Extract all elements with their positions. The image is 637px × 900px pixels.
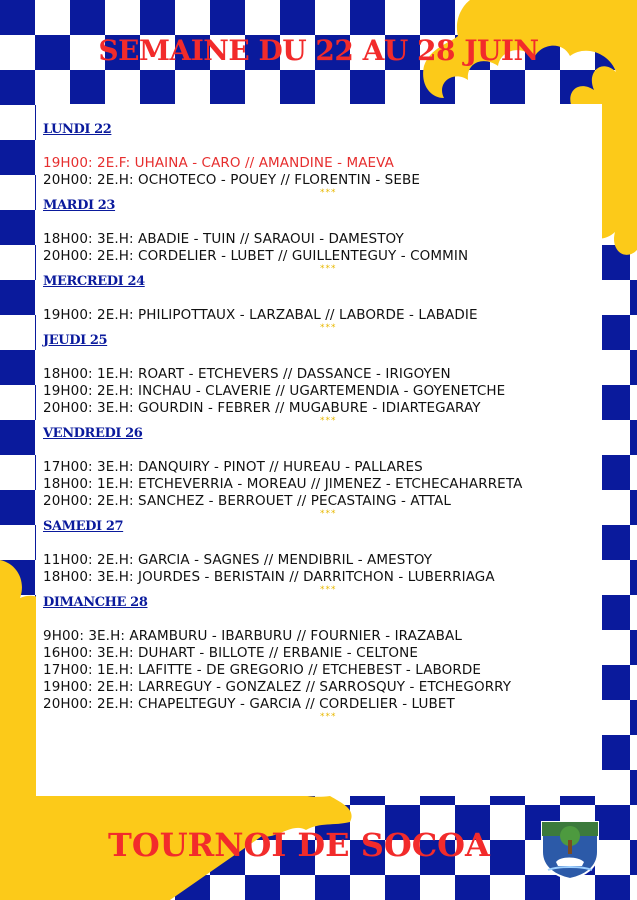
day-label: LUNDI 22 — [43, 122, 112, 137]
tournament-title: TOURNOI DE SOCOA — [108, 826, 490, 864]
match-line: 9H00: 3E.H: ARAMBURU - IBARBURU // FOURNIER - IRAZABAL — [43, 628, 462, 644]
day-label: JEUDI 25 — [43, 333, 108, 348]
schedule-card — [36, 104, 602, 796]
coat-of-arms-icon — [538, 818, 602, 880]
match-line: 19H00: 2E.H: INCHAU - CLAVERIE // UGARTEMENDIA - GOYENETCHE — [43, 383, 506, 399]
star-separator: *** — [320, 323, 337, 333]
day-section — [43, 519, 602, 595]
match-line: 16H00: 3E.H: DUHART - BILLOTE // ERBANIE - CELTONE — [43, 645, 418, 661]
star-separator: *** — [320, 416, 337, 426]
match-line: 11H00: 2E.H: GARCIA - SAGNES // MENDIBRIL - AMESTOY — [43, 552, 433, 568]
star-separator: *** — [320, 264, 337, 274]
day-section — [43, 122, 602, 198]
match-line: 20H00: 2E.H: CORDELIER - LUBET // GUILLENTEGUY - COMMIN — [43, 248, 469, 264]
match-line: 17H00: 1E.H: LAFITTE - DE GREGORIO // ETCHEBEST - LABORDE — [43, 662, 482, 678]
match-line: 18H00: 1E.H: ROART - ETCHEVERS // DASSANCE - IRIGOYEN — [43, 366, 451, 382]
match-line: 19H00: 2E.H: PHILIPOTTAUX - LARZABAL // LABORDE - LABADIE — [43, 307, 478, 323]
page-title: SEMAINE DU 22 AU 28 JUIN — [98, 34, 539, 67]
day-label: SAMEDI 27 — [43, 519, 124, 534]
match-line: 20H00: 2E.H: SANCHEZ - BERROUET // PECASTAING - ATTAL — [43, 493, 452, 509]
day-section — [43, 333, 602, 426]
match-line: 17H00: 3E.H: DANQUIRY - PINOT // HUREAU - PALLARES — [43, 459, 423, 475]
day-section — [43, 274, 602, 333]
match-line: 19H00: 2E.H: LARREGUY - GONZALEZ // SARROSQUY - ETCHEGORRY — [43, 679, 512, 695]
star-separator: *** — [320, 509, 337, 519]
match-line: 20H00: 3E.H: GOURDIN - FEBRER // MUGABURE - IDIARTEGARAY — [43, 400, 481, 416]
match-line: 20H00: 2E.H: CHAPELTEGUY - GARCIA // CORDELIER - LUBET — [43, 696, 455, 712]
day-section — [43, 426, 602, 519]
match-line: 18H00: 1E.H: ETCHEVERRIA - MOREAU // JIMENEZ - ETCHECAHARRETA — [43, 476, 523, 492]
match-line: 19H00: 2E.F: UHAINA - CARO // AMANDINE - MAEVA — [43, 155, 394, 171]
star-separator: *** — [320, 188, 337, 198]
star-separator: *** — [320, 712, 337, 722]
day-label: MERCREDI 24 — [43, 274, 145, 289]
day-section — [43, 595, 602, 722]
day-label: MARDI 23 — [43, 198, 116, 213]
match-line: 18H00: 3E.H: JOURDES - BERISTAIN // DARRITCHON - LUBERRIAGA — [43, 569, 495, 585]
day-label: DIMANCHE 28 — [43, 595, 148, 610]
star-separator: *** — [320, 585, 337, 595]
match-line: 20H00: 2E.H: OCHOTECO - POUEY // FLORENTIN - SEBE — [43, 172, 420, 188]
match-line: 18H00: 3E.H: ABADIE - TUIN // SARAOUI - DAMESTOY — [43, 231, 404, 247]
day-label: VENDREDI 26 — [43, 426, 143, 441]
day-section — [43, 198, 602, 274]
